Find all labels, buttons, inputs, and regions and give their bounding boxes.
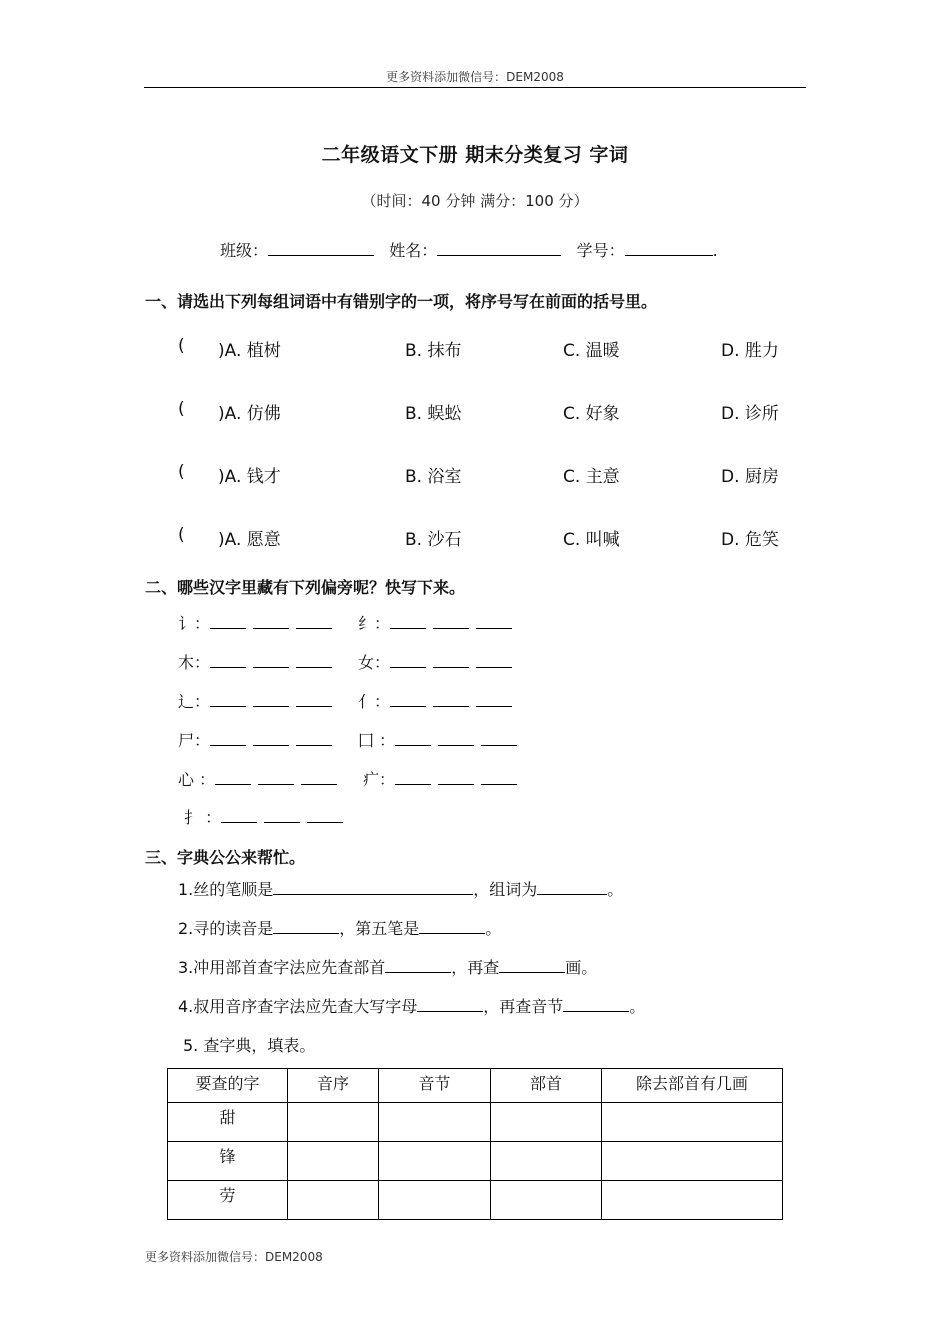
q-text: 4.叔用音序查字法应先查大写字母 [178,997,418,1016]
radical-label: 纟： [358,614,391,633]
answer-blank[interactable] [264,808,300,823]
radical-label: 辶： [178,692,211,711]
q-text: 3.冲用部首查字法应先查部首 [178,958,386,977]
table-cell[interactable] [491,1103,602,1142]
answer-blank[interactable] [273,919,339,934]
class-label: 班级： [220,241,269,260]
section3-heading: 三、字典公公来帮忙。 [145,848,306,867]
q1-option-c: C. 温暖 [563,341,620,361]
student-info [220,238,718,261]
info-end: . [712,241,718,260]
q3-item-2 [178,916,501,939]
radical-label: 讠： [178,614,211,633]
q2-option-b: B. 蜈蚣 [405,404,462,424]
q4-option-b: B. 沙石 [405,530,462,550]
page-header: 更多资料添加微信号：DEM2008 [386,70,564,84]
answer-blank[interactable] [307,808,343,823]
answer-blank[interactable] [438,731,474,746]
header-rule [144,87,806,88]
name-label: 姓名： [389,241,438,260]
q-text: 。 [629,997,646,1016]
answer-blank[interactable] [433,653,469,668]
answer-blank[interactable] [476,614,512,629]
page-footer: 更多资料添加微信号：DEM2008 [145,1250,323,1264]
q-text: 。 [485,919,502,938]
radical-row [358,650,519,673]
table-row [168,1181,783,1220]
answer-blank[interactable] [296,614,332,629]
q4-option-d: D. 危笑 [721,530,779,550]
table-cell[interactable] [602,1142,783,1181]
q3-item-1 [178,877,623,900]
table-header: 音节 [379,1069,491,1103]
q-text: ，第五笔是 [339,919,420,938]
table-cell[interactable] [288,1103,379,1142]
answer-blank[interactable] [499,958,565,973]
answer-blank[interactable] [433,692,469,707]
table-header: 除去部首有几画 [602,1069,783,1103]
answer-blank[interactable] [253,653,289,668]
q-text: ，再查 [451,958,500,977]
answer-blank[interactable] [476,692,512,707]
q1-option-d: D. 胜力 [721,341,779,361]
table-row [168,1142,783,1181]
answer-blank[interactable] [390,692,426,707]
table-header: 部首 [491,1069,602,1103]
q4-option-a: )A. 愿意 [218,530,281,550]
table-cell[interactable] [288,1181,379,1220]
table-header: 要查的字 [168,1069,288,1103]
q4-option-c: C. 叫喊 [563,530,620,550]
table-cell[interactable] [602,1103,783,1142]
answer-blank[interactable] [253,614,289,629]
page-title: 二年级语文下册 期末分类复习 字词 [321,144,629,166]
q2-option-a: )A. 仿佛 [218,404,281,424]
q-text: ，组词为 [473,880,538,899]
table-cell[interactable] [491,1181,602,1220]
answer-blank[interactable] [390,614,426,629]
radical-row [178,611,339,634]
radical-label: 木： [178,653,211,672]
radical-row [358,728,524,751]
q1-paren[interactable]: ( [178,336,185,356]
table-cell-char: 甜 [168,1103,288,1142]
answer-blank[interactable] [221,808,257,823]
radical-label: 扌 ： [184,808,222,827]
answer-blank[interactable] [210,692,246,707]
answer-blank[interactable] [253,731,289,746]
answer-blank[interactable] [481,770,517,785]
radical-label: 囗 ： [358,731,396,750]
q-text: 1.丝的笔顺是 [178,880,274,899]
answer-blank[interactable] [563,997,629,1012]
radical-row [178,689,339,712]
answer-blank[interactable] [273,880,473,895]
radical-row [363,767,524,790]
class-blank[interactable] [268,241,374,256]
table-header: 音序 [288,1069,379,1103]
radical-label: 尸： [178,731,211,750]
q1-option-b: B. 抹布 [405,341,462,361]
answer-blank[interactable] [210,614,246,629]
radical-label: 疒： [363,770,396,789]
answer-blank[interactable] [210,731,246,746]
answer-blank[interactable] [395,731,431,746]
q3-item-5: 5. 查字典，填表。 [183,1036,316,1055]
answer-blank[interactable] [390,653,426,668]
table-header-row [168,1069,783,1103]
q3-option-b: B. 浴室 [405,467,462,487]
answer-blank[interactable] [215,770,251,785]
radical-row [178,728,339,751]
answer-blank[interactable] [296,653,332,668]
answer-blank[interactable] [537,880,607,895]
answer-blank[interactable] [301,770,337,785]
q-text: 画。 [565,958,598,977]
q2-paren[interactable]: ( [178,399,185,419]
table-row [168,1103,783,1142]
q-text: 。 [607,880,624,899]
table-cell-char: 锋 [168,1142,288,1181]
answer-blank[interactable] [296,731,332,746]
q3-paren[interactable]: ( [178,462,185,482]
radical-row [358,611,519,634]
answer-blank[interactable] [481,731,517,746]
table-cell-char: 劳 [168,1181,288,1220]
answer-blank[interactable] [210,653,246,668]
id-blank[interactable] [625,241,713,256]
answer-blank[interactable] [253,692,289,707]
q3-item-4 [178,994,645,1017]
lookup-table [167,1068,783,1220]
answer-blank[interactable] [438,770,474,785]
page-subtitle: （时间：40 分钟 满分：100 分） [361,192,589,210]
table-cell[interactable] [379,1103,491,1142]
q3-item-3 [178,955,597,978]
radical-label: 女： [358,653,391,672]
q-text: 2.寻的读音是 [178,919,274,938]
q4-paren[interactable]: ( [178,525,185,545]
answer-blank[interactable] [385,958,451,973]
table-cell[interactable] [379,1181,491,1220]
answer-blank[interactable] [258,770,294,785]
radical-row [358,689,519,712]
radical-row [178,650,339,673]
q3-option-a: )A. 钱才 [218,467,281,487]
answer-blank[interactable] [395,770,431,785]
section2-heading: 二、哪些汉字里藏有下列偏旁呢？快写下来。 [145,578,466,597]
answer-blank[interactable] [296,692,332,707]
section1-heading: 一、请选出下列每组词语中有错别字的一项，将序号写在前面的括号里。 [145,292,658,311]
q2-option-c: C. 好象 [563,404,620,424]
id-label: 学号： [576,241,625,260]
table-cell[interactable] [602,1181,783,1220]
answer-blank[interactable] [417,997,483,1012]
q1-option-a: )A. 植树 [218,341,281,361]
radical-label: 亻： [358,692,391,711]
table-cell[interactable] [379,1142,491,1181]
table-cell[interactable] [288,1142,379,1181]
name-blank[interactable] [437,241,561,256]
radical-row [178,767,344,790]
table-cell[interactable] [491,1142,602,1181]
answer-blank[interactable] [476,653,512,668]
answer-blank[interactable] [433,614,469,629]
radical-label: 心 ： [178,770,216,789]
q3-option-c: C. 主意 [563,467,620,487]
q-text: ，再查音节 [483,997,564,1016]
q2-option-d: D. 诊所 [721,404,779,424]
q3-option-d: D. 厨房 [721,467,779,487]
answer-blank[interactable] [419,919,485,934]
radical-row [184,805,350,828]
